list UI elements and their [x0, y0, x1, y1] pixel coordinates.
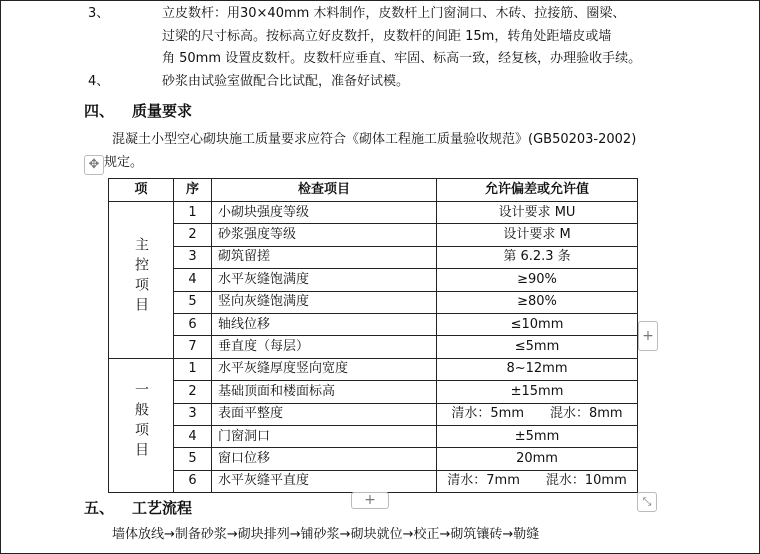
group-cell	[109, 358, 174, 492]
cell-tolerance: ≥90%	[437, 269, 638, 291]
header-seq: 序	[174, 179, 212, 202]
cell-item: 表面平整度	[212, 403, 437, 425]
table-row	[109, 358, 638, 380]
table-row	[109, 425, 638, 447]
cell-tolerance: ±5mm	[437, 425, 638, 447]
section4-num: 四、	[84, 102, 115, 120]
cell-tolerance: 清水：5mm 混水：8mm	[437, 403, 638, 425]
cell-item: 水平灰缝平直度	[212, 470, 437, 492]
cell-seq: 7	[174, 336, 212, 358]
cell-item: 轴线位移	[212, 313, 437, 335]
cell-tolerance: 清水：7mm 混水：10mm	[437, 470, 638, 492]
cell-seq: 1	[174, 358, 212, 380]
group-label: 主控项目	[133, 236, 149, 317]
table-row	[109, 336, 638, 358]
quality-table	[108, 178, 638, 493]
header-tolerance: 允许偏差或允许值	[437, 179, 638, 202]
table-row	[109, 224, 638, 246]
add-row-button[interactable]: +	[351, 492, 389, 509]
cell-item: 砌筑留搓	[212, 246, 437, 268]
section4-title: 质量要求	[132, 102, 193, 120]
cell-tolerance: ±15mm	[437, 381, 638, 403]
cell-tolerance: 20mm	[437, 448, 638, 470]
cell-tolerance: 8~12mm	[437, 358, 638, 380]
cell-tolerance: 设计要求 M	[437, 224, 638, 246]
cell-item: 小砌块强度等级	[212, 202, 437, 224]
cell-tolerance: ≥80%	[437, 291, 638, 313]
cell-item: 垂直度（每层）	[212, 336, 437, 358]
table-row	[109, 381, 638, 403]
process-flow: 墙体放线→制备砂浆→砌块排列→铺砂浆→砌块就位→校正→砌筑镶砖→勒缝	[112, 527, 540, 542]
add-column-button[interactable]: +	[638, 321, 658, 351]
cell-seq: 4	[174, 269, 212, 291]
section5-title: 工艺流程	[132, 499, 193, 517]
table-row	[109, 403, 638, 425]
table-row	[109, 313, 638, 335]
cell-item: 竖向灰缝饱满度	[212, 291, 437, 313]
list-num-3: 3、	[88, 6, 110, 21]
cell-tolerance: ≤10mm	[437, 313, 638, 335]
table-row	[109, 246, 638, 268]
cell-item: 门窗洞口	[212, 425, 437, 447]
cell-seq: 6	[174, 470, 212, 492]
cell-seq: 3	[174, 246, 212, 268]
header-item: 检查项目	[212, 179, 437, 202]
list-item-3-line2: 过梁的尺寸标高。按标高立好皮数扦，皮数杆的间距 15m，转角处距墙皮或墙	[162, 29, 612, 44]
table-move-handle-icon[interactable]: ✥	[84, 155, 104, 175]
list-num-4: 4、	[88, 74, 110, 89]
list-item-3-line1: 立皮数杆：用30×40mm 木料制作，皮数杆上门窗洞口、木砖、拉接筋、圈梁、	[162, 6, 626, 21]
list-item-3-line3: 角 50mm 设置皮数杆。皮数杆应垂直、牢固、标高一致，经复核，办理验收手续。	[162, 51, 642, 66]
header-category: 项	[109, 179, 174, 202]
table-row	[109, 448, 638, 470]
cell-tolerance: ≤5mm	[437, 336, 638, 358]
group-cell	[109, 202, 174, 359]
cell-seq: 3	[174, 403, 212, 425]
cell-item: 砂浆强度等级	[212, 224, 437, 246]
section5-num: 五、	[84, 499, 115, 517]
section4-paragraph: 混凝土小型空心砌块施工质量要求应符合《砌体工程施工质量验收规范》(GB50203-2002)	[112, 132, 637, 147]
cell-seq: 5	[174, 448, 212, 470]
table-resize-handle-icon[interactable]: ⤡	[637, 492, 657, 512]
cell-seq: 5	[174, 291, 212, 313]
section4-paragraph-end: 规定。	[104, 155, 144, 170]
cell-seq: 2	[174, 381, 212, 403]
table-row	[109, 202, 638, 224]
cell-tolerance: 设计要求 MU	[437, 202, 638, 224]
cell-seq: 6	[174, 313, 212, 335]
cell-seq: 1	[174, 202, 212, 224]
list-item-4: 砂浆由试验室做配合比试配，准备好试模。	[162, 74, 410, 89]
table-row	[109, 291, 638, 313]
cell-item: 基础顶面和楼面标高	[212, 381, 437, 403]
table-row	[109, 269, 638, 291]
table-row	[109, 470, 638, 492]
group-label: 一般项目	[133, 382, 149, 463]
cell-item: 水平灰缝厚度竖向宽度	[212, 358, 437, 380]
cell-tolerance: 第 6.2.3 条	[437, 246, 638, 268]
cell-item: 水平灰缝饱满度	[212, 269, 437, 291]
cell-seq: 2	[174, 224, 212, 246]
cell-seq: 4	[174, 425, 212, 447]
cell-item: 窗口位移	[212, 448, 437, 470]
